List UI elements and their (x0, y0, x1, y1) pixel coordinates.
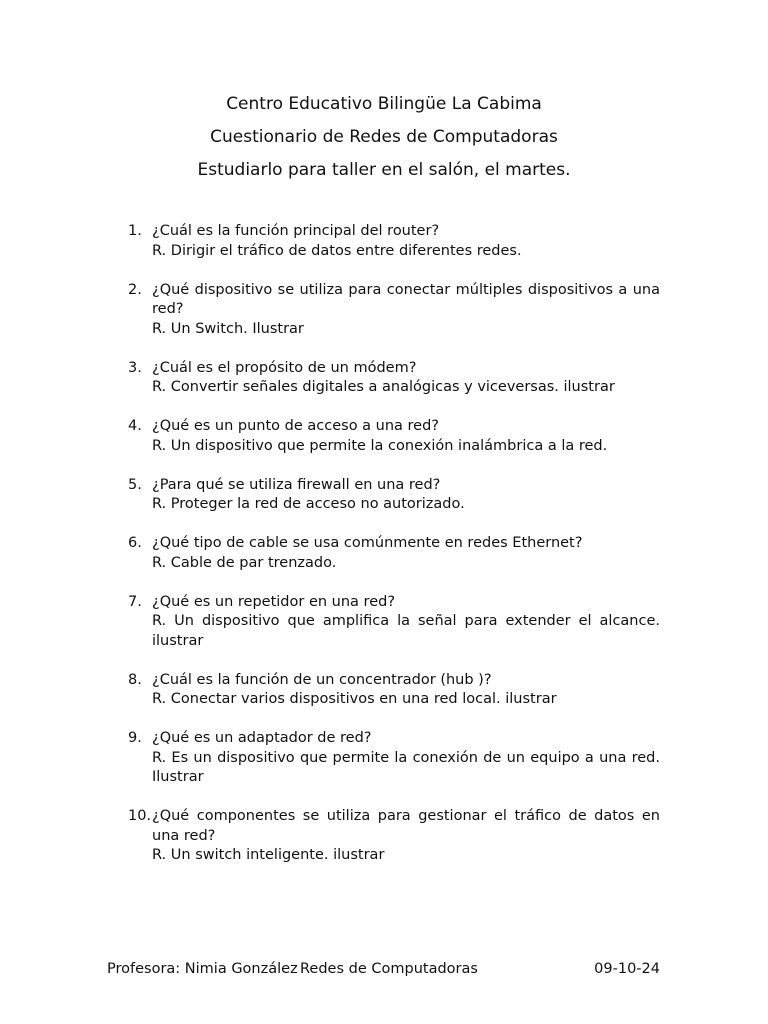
document-title: Cuestionario de Redes de Computadoras (210, 127, 558, 147)
question-text: ¿Cuál es el propósito de un módem? (152, 359, 417, 376)
question-item-3 (128, 359, 660, 398)
question-text: ¿Para qué se utiliza firewall en una red? (152, 476, 441, 493)
question-text: ¿Qué dispositivo se utiliza para conectar múltiples dispositivos a una red? (152, 281, 660, 317)
question-item-2 (128, 281, 660, 340)
question-item-8 (128, 671, 660, 710)
answer-text: R. Es un dispositivo que permite la conexión de un equipo a una red. Ilustrar (152, 749, 660, 785)
answer-text: R. Proteger la red de acceso no autorizado. (152, 496, 465, 512)
question-item-9 (128, 729, 660, 788)
question-number: 7. (128, 593, 142, 610)
question-number: 1. (128, 223, 142, 239)
answer-text: R. Conectar varios dispositivos en una red local. ilustrar (152, 691, 557, 707)
question-number: 8. (128, 671, 142, 688)
question-text: ¿Qué componentes se utiliza para gestionar el tráfico de datos en una red? (152, 808, 660, 844)
question-item-6 (128, 534, 660, 573)
question-item-7 (128, 593, 660, 652)
answer-text: R. Un switch inteligente. ilustrar (152, 847, 385, 863)
question-number: 4. (128, 418, 142, 434)
footer-subject: Redes de Computadoras (300, 961, 478, 977)
question-text: ¿Qué tipo de cable se usa comúnmente en redes Ethernet? (152, 535, 583, 551)
question-number: 9. (128, 730, 142, 746)
answer-text: R. Convertir señales digitales a analógicas y viceversas. ilustrar (152, 379, 615, 395)
question-item-1 (128, 222, 660, 261)
document-subtitle: Estudiarlo para taller en el salón, el martes. (197, 160, 571, 180)
footer-date: 09-10-24 (594, 961, 660, 977)
question-number: 6. (128, 535, 142, 551)
footer-teacher: Profesora: Nimia González (107, 961, 298, 977)
question-number: 3. (128, 359, 142, 376)
question-item-10 (128, 807, 660, 866)
question-item-4 (128, 417, 660, 456)
question-text: ¿Cuál es la función principal del router? (152, 223, 440, 239)
question-text: ¿Qué es un repetidor en una red? (152, 593, 396, 610)
answer-text: R. Dirigir el tráfico de datos entre diferentes redes. (152, 242, 522, 259)
document-header (0, 88, 768, 187)
question-text: ¿Cuál es la función de un concentrador (hub )? (152, 671, 492, 688)
answer-text: R. Un dispositivo que permite la conexión inalámbrica a la red. (152, 437, 608, 454)
answer-text: R. Cable de par trenzado. (152, 554, 337, 571)
answer-text: R. Un Switch. Ilustrar (152, 320, 304, 337)
question-item-5 (128, 476, 660, 515)
question-list (128, 222, 660, 885)
question-number: 2. (128, 281, 142, 298)
question-number: 5. (128, 476, 142, 493)
question-text: ¿Qué es un adaptador de red? (152, 730, 372, 746)
answer-text: R. Un dispositivo que amplifica la señal para extender el alcance. ilustrar (152, 613, 660, 649)
question-text: ¿Qué es un punto de acceso a una red? (152, 418, 440, 434)
question-number: 10. (128, 808, 152, 824)
school-name: Centro Educativo Bilingüe La Cabima (226, 94, 542, 114)
